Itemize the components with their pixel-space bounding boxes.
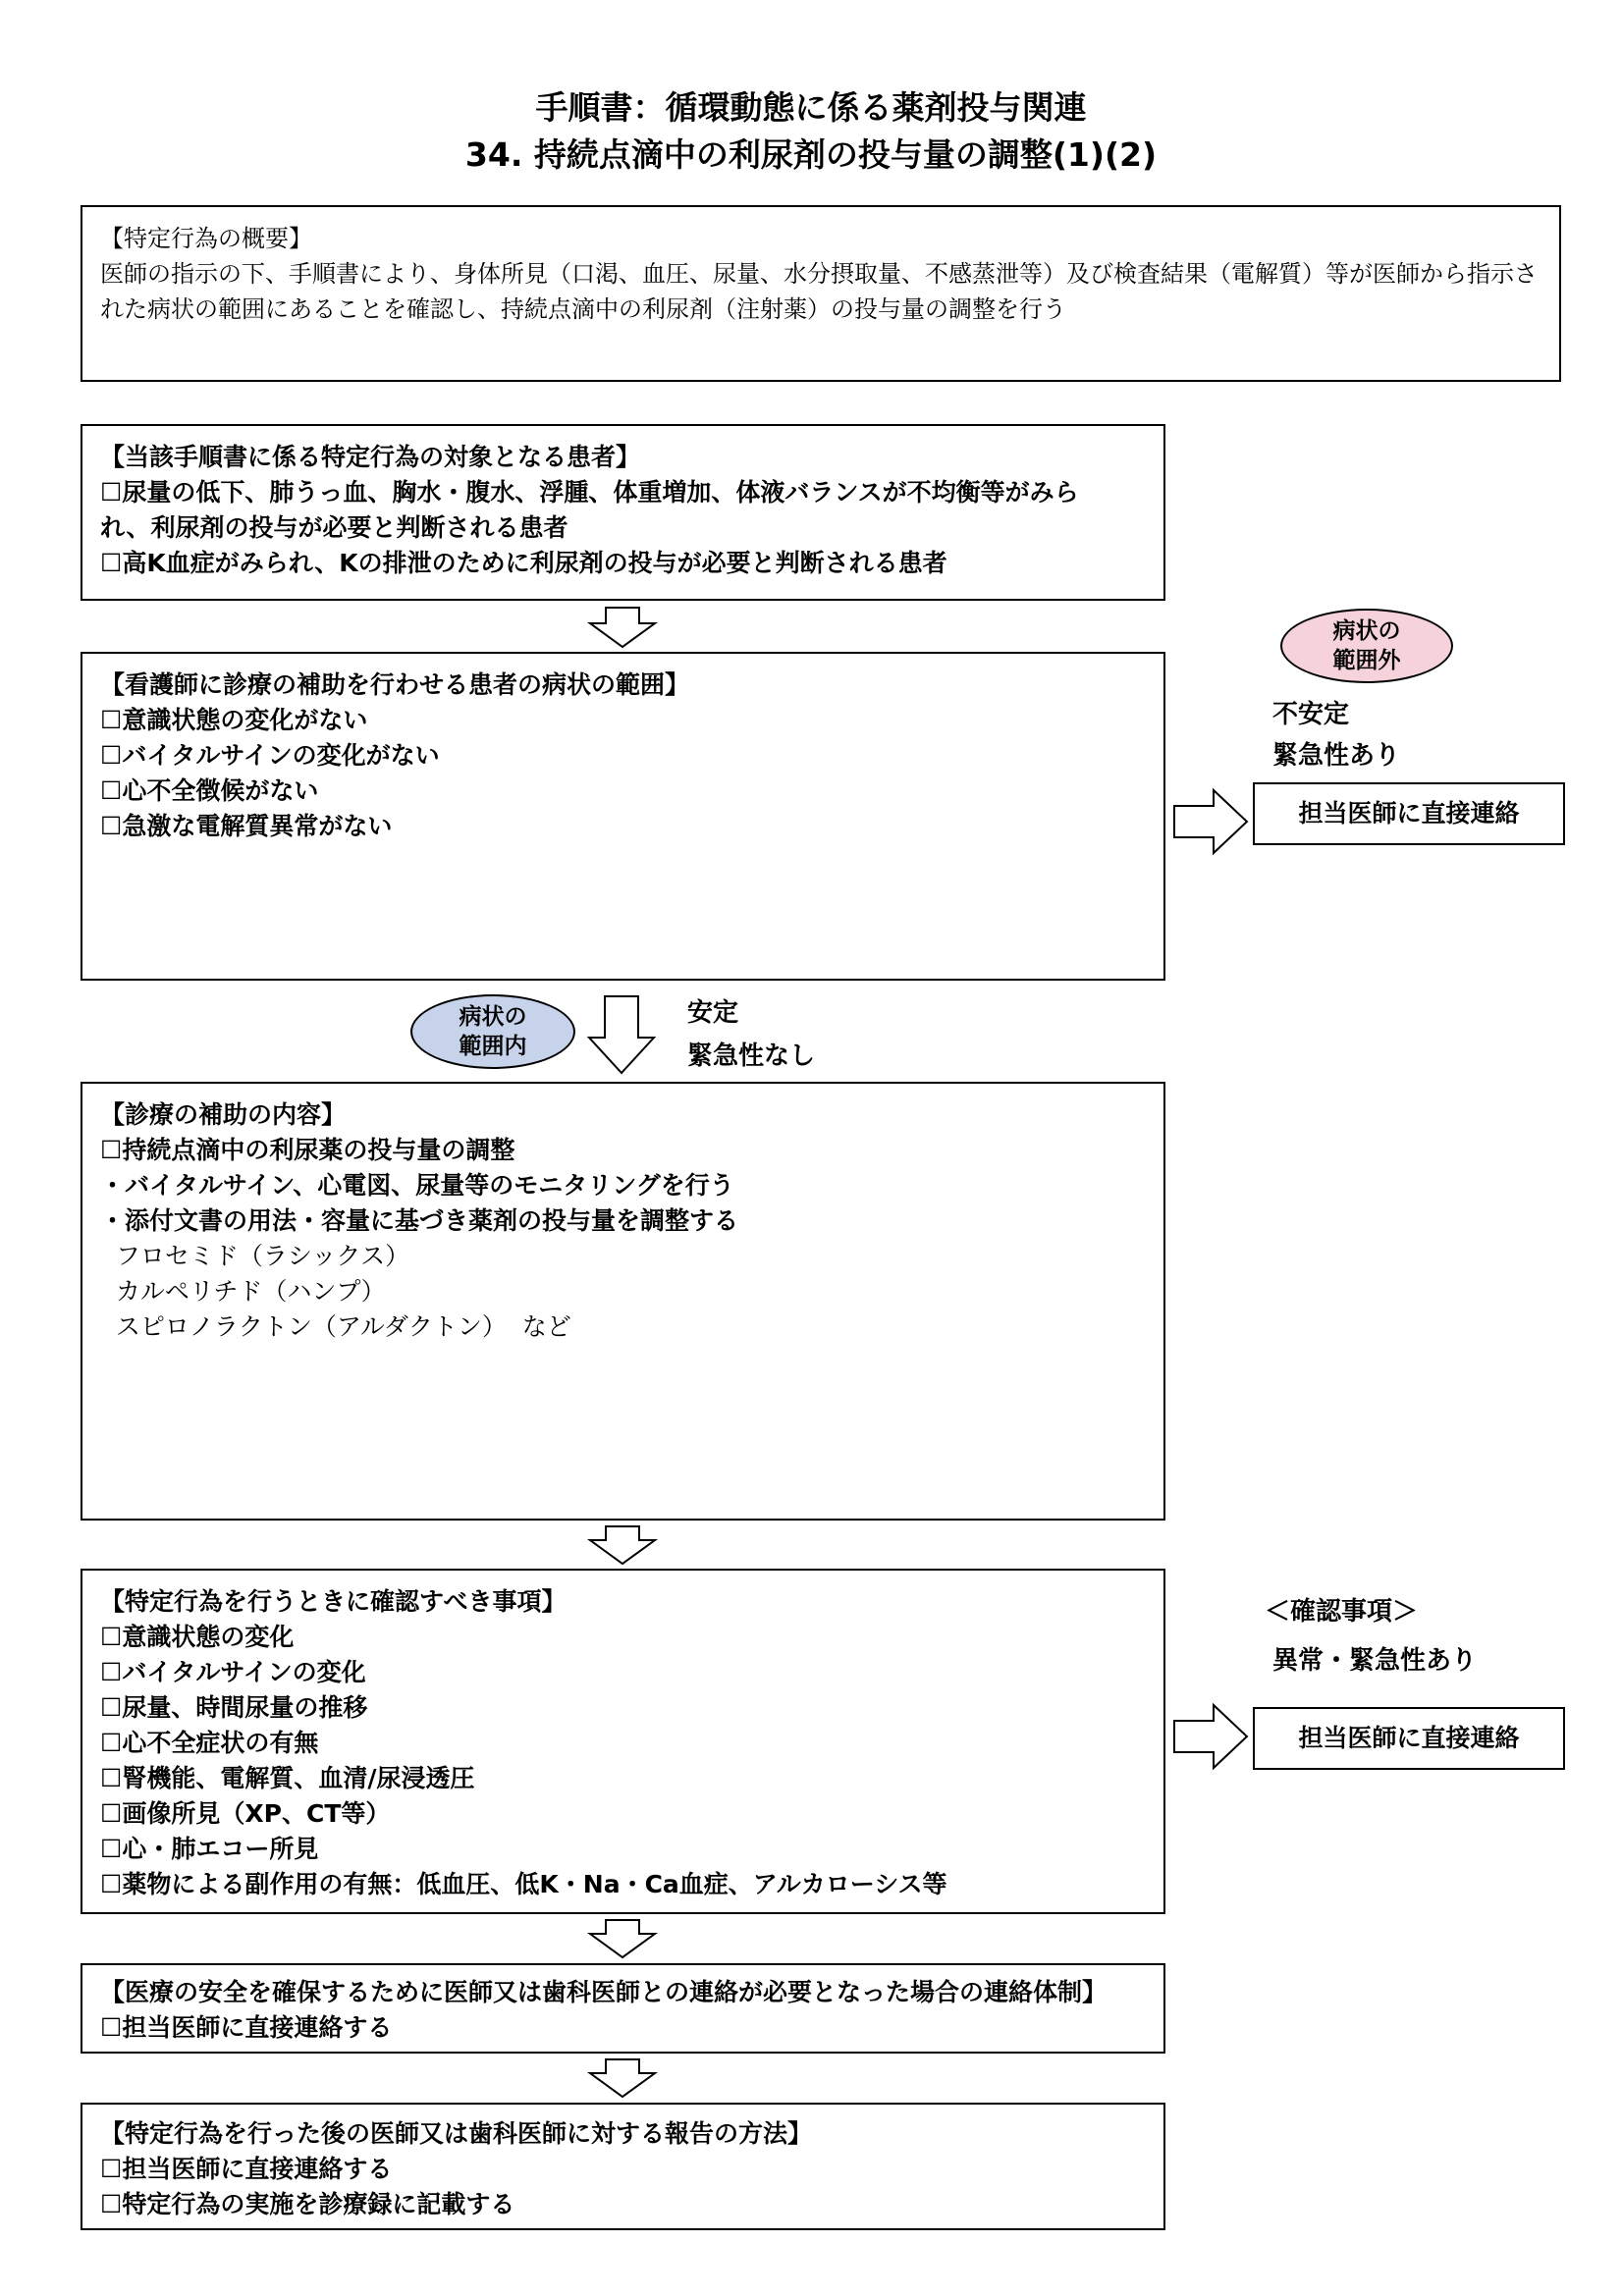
assist-content-line: カルペリチド（ハンプ）	[100, 1277, 386, 1306]
out-of-range-status-line1: 不安定	[1272, 700, 1350, 729]
check-items-line: ☐画像所見（XP、CT等）	[100, 1799, 391, 1828]
assist-content-line: ・添付文書の用法・容量に基づき薬剤の投与量を調整する	[100, 1206, 739, 1235]
right-arrow-icon	[1172, 1703, 1251, 1770]
check-items-side-line1: ＜確認事項＞	[1265, 1597, 1419, 1627]
contact-doctor-box: 担当医師に直接連絡	[1253, 1707, 1565, 1770]
check-items-line: ☐バイタルサインの変化	[100, 1658, 366, 1686]
assist-content-line: フロセミド（ラシックス）	[100, 1242, 410, 1270]
out-of-range-ellipse-line2: 範囲外	[1332, 648, 1401, 673]
assist-content-line: ・バイタルサイン、心電図、尿量等のモニタリングを行う	[100, 1171, 734, 1200]
contact-doctor-box: 担当医師に直接連絡	[1253, 782, 1565, 845]
out-of-range-ellipse	[1280, 609, 1453, 683]
check-items-line: ☐心不全症状の有無	[100, 1729, 319, 1757]
down-arrow-icon	[586, 606, 659, 649]
target-patients-line: れ、利尿剤の投与が必要と判断される患者	[100, 513, 568, 542]
check-items-line: ☐尿量、時間尿量の推移	[100, 1693, 368, 1722]
target-patients-line: ☐高K血症がみられ、Kの排泄のために利尿剤の投与が必要と判断される患者	[100, 549, 947, 577]
check-items-line: ☐腎機能、電解質、血清/尿浸透圧	[100, 1764, 475, 1792]
check-items-side-line2: 異常・緊急性あり	[1272, 1646, 1478, 1676]
document-title-line1: 手順書：循環動態に係る薬剤投与関連	[535, 88, 1087, 127]
assist-content-heading: 【診療の補助の内容】	[100, 1100, 347, 1129]
overview-heading: 【特定行為の概要】	[100, 225, 312, 252]
right-arrow-icon	[1172, 788, 1251, 855]
check-items-line: ☐心・肺エコー所見	[100, 1835, 319, 1863]
document-title-line2: 34. 持続点滴中の利尿剤の投与量の調整(1)(2)	[464, 135, 1158, 174]
down-arrow-icon	[586, 2057, 659, 2099]
target-patients-line: ☐尿量の低下、肺うっ血、胸水・腹水、浮腫、体重増加、体液バランスが不均衡等がみら	[100, 478, 1079, 507]
down-arrow-icon	[586, 1524, 659, 1566]
condition-range-line: ☐バイタルサインの変化がない	[100, 741, 440, 770]
check-items-line: ☐意識状態の変化	[100, 1623, 295, 1651]
in-range-status-line2: 緊急性なし	[687, 1041, 816, 1071]
condition-range-line: ☐意識状態の変化がない	[100, 706, 368, 734]
contact-system-box	[81, 1963, 1165, 2054]
check-items-heading: 【特定行為を行うときに確認すべき事項】	[100, 1587, 567, 1616]
assist-content-line: ☐持続点滴中の利尿薬の投与量の調整	[100, 1136, 515, 1164]
in-range-ellipse-line1: 病状の	[459, 1004, 527, 1030]
assist-content-box	[81, 1082, 1165, 1521]
report-method-box	[81, 2103, 1165, 2230]
report-method-heading: 【特定行為を行った後の医師又は歯科医師に対する報告の方法】	[100, 2119, 813, 2148]
check-items-line: ☐薬物による副作用の有無：低血圧、低K・Na・Ca血症、アルカローシス等	[100, 1870, 947, 1898]
check-items-box	[81, 1569, 1165, 1914]
condition-range-line: ☐心不全徴候がない	[100, 776, 319, 805]
out-of-range-status-line2: 緊急性あり	[1272, 741, 1401, 771]
contact-system-heading: 【医療の安全を確保するために医師又は歯科医師との連絡が必要となった場合の連絡体制】	[100, 1978, 1108, 2006]
target-patients-box	[81, 424, 1165, 601]
target-patients-heading: 【当該手順書に係る特定行為の対象となる患者】	[100, 443, 641, 471]
contact-system-line: ☐担当医師に直接連絡する	[100, 2013, 393, 2042]
condition-range-heading: 【看護師に診療の補助を行わせる患者の病状の範囲】	[100, 670, 690, 699]
report-method-line: ☐担当医師に直接連絡する	[100, 2155, 393, 2183]
out-of-range-ellipse-line1: 病状の	[1332, 618, 1401, 644]
in-range-ellipse	[410, 994, 575, 1069]
report-method-line: ☐特定行為の実施を診療録に記載する	[100, 2190, 515, 2218]
down-arrow-icon	[586, 1918, 659, 1959]
down-arrow-icon	[587, 994, 658, 1075]
assist-content-line: スピロノラクトン（アルダクトン） など	[100, 1312, 571, 1341]
in-range-ellipse-line2: 範囲内	[459, 1034, 527, 1059]
condition-range-line: ☐急激な電解質異常がない	[100, 812, 393, 840]
condition-range-box	[81, 652, 1165, 981]
in-range-status-line1: 安定	[687, 998, 739, 1028]
overview-body: 医師の指示の下、手順書により、身体所見（口渇、血圧、尿量、水分摂取量、不感蒸泄等）及び検査結果（電解質）等が医師から指示された病状の範囲にあることを確認し、持続点滴中の利尿剤（注射薬）の投与量の調整を行う	[100, 260, 1538, 323]
overview-box	[81, 205, 1561, 382]
